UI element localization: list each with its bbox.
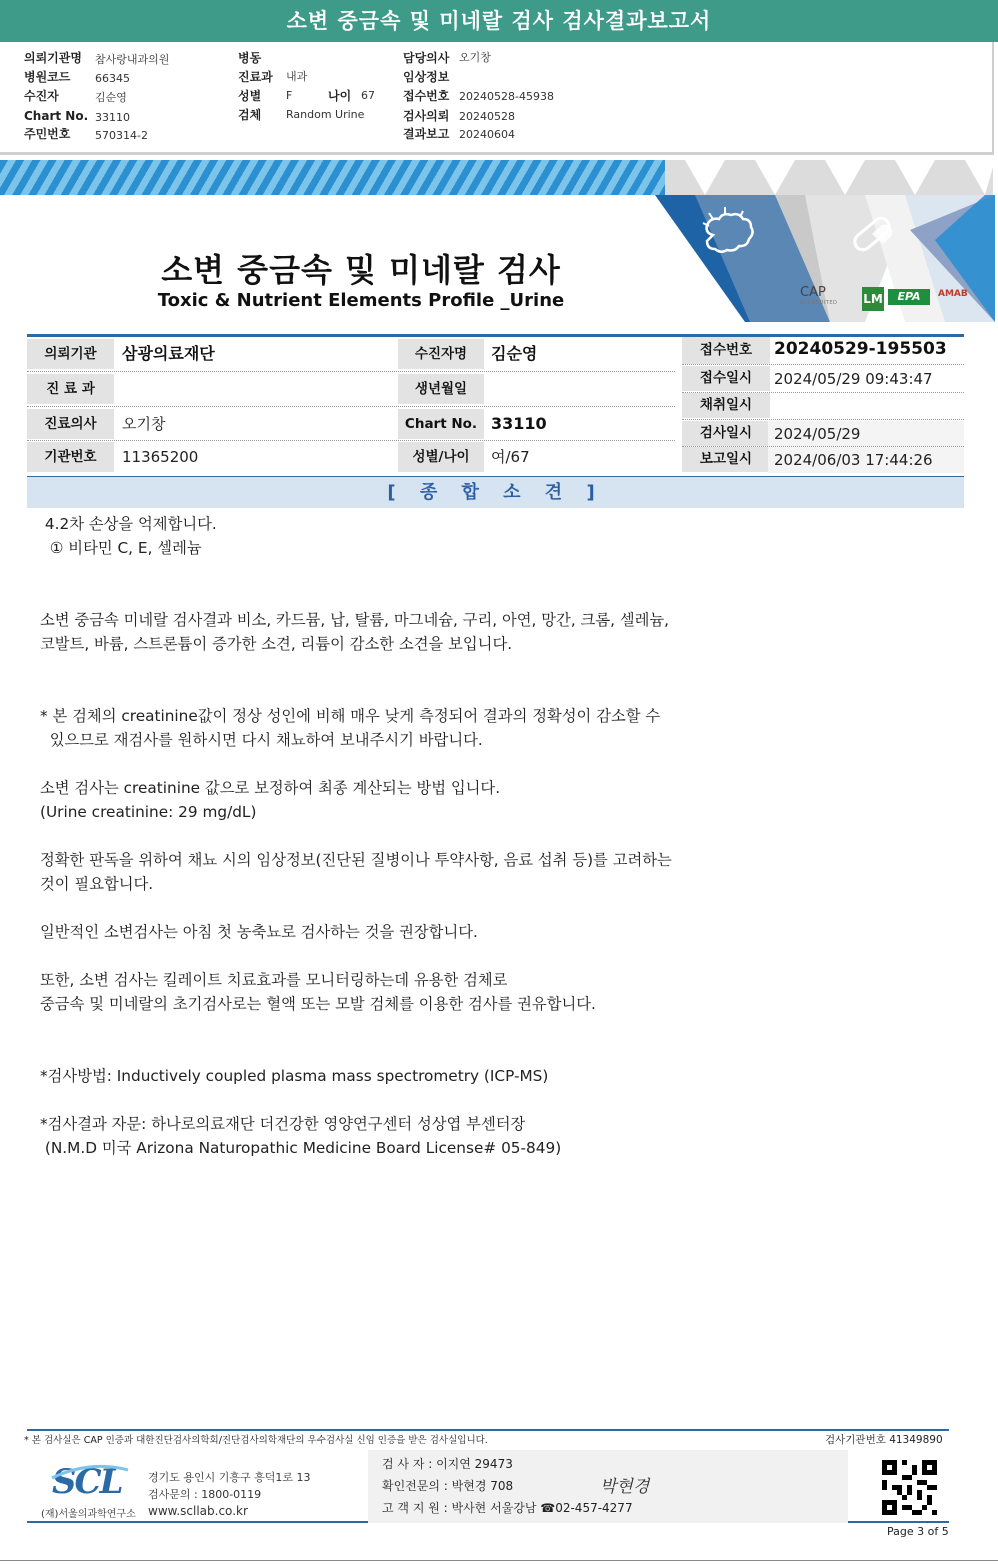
summary-title: [ 종 합 소 견 ] bbox=[27, 476, 964, 508]
header-value: 67 bbox=[361, 89, 375, 102]
summary-line: 일반적인 소변검사는 아침 첫 농축뇨로 검사하는 것을 권장합니다. bbox=[40, 923, 478, 941]
header-label: Chart No. bbox=[24, 109, 89, 123]
summary-line bbox=[40, 824, 740, 848]
header-label: 나이 bbox=[328, 89, 352, 103]
accreditation-logos bbox=[800, 285, 968, 315]
summary-line: * 본 검체의 creatinine값이 정상 성인에 비해 매우 낮게 측정되어 결과의 정확성이 감소할 수 bbox=[40, 707, 661, 725]
info-label: 접수번호 bbox=[682, 337, 770, 364]
header-label: 담당의사 bbox=[403, 51, 450, 65]
info-label: 기관번호 bbox=[27, 442, 114, 472]
summary-line: (Urine creatinine: 29 mg/dL) bbox=[40, 803, 257, 821]
header-label: 접수번호 bbox=[403, 89, 450, 103]
lab-org-name: (재)서울의과학연구소 bbox=[41, 1509, 136, 1520]
header-label: 주민번호 bbox=[24, 127, 71, 141]
summary-line: ① 비타민 C, E, 셀레늄 bbox=[40, 539, 202, 557]
page-bottom-line bbox=[0, 1560, 998, 1561]
lm-logo: LM bbox=[862, 287, 884, 311]
tester: 검 사 자 : 이지연 29473 bbox=[382, 1457, 513, 1471]
page-number: Page 3 of 5 bbox=[887, 1525, 949, 1538]
header-label: 성별 bbox=[238, 89, 262, 103]
info-label: 성별/나이 bbox=[398, 442, 484, 472]
summary-line: 것이 필요합니다. bbox=[40, 875, 154, 893]
header-label: 의뢰기관명 bbox=[24, 51, 82, 65]
header-value: 33110 bbox=[95, 111, 130, 124]
info-value bbox=[485, 374, 675, 404]
info-value bbox=[116, 374, 396, 404]
info-label: 접수일시 bbox=[682, 366, 770, 391]
info-value: 김순영 bbox=[491, 344, 538, 363]
divider bbox=[682, 392, 964, 393]
info-label: 진료의사 bbox=[27, 409, 114, 439]
scl-logo-swoosh bbox=[50, 1462, 130, 1482]
lab-address: 경기도 용인시 기흥구 흥덕1로 13 bbox=[148, 1471, 311, 1484]
header-value: 570314-2 bbox=[95, 129, 148, 142]
header-label: 병원코드 bbox=[24, 70, 71, 84]
info-value: 삼광의료재단 bbox=[122, 344, 215, 363]
divider bbox=[682, 419, 964, 420]
header-value: F bbox=[286, 89, 293, 102]
divider bbox=[27, 406, 675, 407]
summary-line bbox=[40, 560, 740, 584]
report-title-ko: 소변 중금속 및 미네랄 검사 bbox=[161, 251, 561, 289]
header-label: 임상정보 bbox=[403, 70, 450, 84]
info-label: 의뢰기관 bbox=[27, 339, 114, 369]
info-label: 보고일시 bbox=[682, 447, 770, 472]
epa-logo: EPA bbox=[888, 289, 930, 305]
summary-line: 4.2차 손상을 억제합니다. bbox=[40, 515, 217, 533]
info-label: Chart No. bbox=[398, 409, 484, 439]
header-value: Random Urine bbox=[286, 108, 365, 121]
header-label: 수진자 bbox=[24, 89, 59, 103]
info-label: 진 료 과 bbox=[27, 374, 114, 404]
summary-line bbox=[40, 584, 740, 608]
info-value: 20240529-195503 bbox=[774, 339, 947, 359]
summary-line: *검사방법: Inductively coupled plasma mass spectrometry (ICP-MS) bbox=[40, 1067, 549, 1085]
customer-support: 고 객 지 원 : 박사현 서울강남 ☎02-457-4277 bbox=[382, 1501, 633, 1515]
amab-logo: AMAB bbox=[938, 289, 968, 299]
info-value: 2024/05/29 09:43:47 bbox=[774, 370, 933, 388]
lab-website: www.scllab.co.kr bbox=[148, 1504, 248, 1518]
summary-line bbox=[40, 680, 740, 704]
summary-line: 소변 검사는 creatinine 값으로 보정하여 최종 계산되는 방법 입니다. bbox=[40, 779, 501, 797]
summary-line: 있으므로 재검사를 원하시면 다시 채뇨하여 보내주시기 바랍니다. bbox=[40, 731, 483, 749]
scl-logo: SCL bbox=[52, 1462, 122, 1502]
info-label: 생년월일 bbox=[398, 374, 484, 404]
pill-icon bbox=[848, 210, 896, 258]
info-value: 11365200 bbox=[122, 448, 199, 466]
confirming-physician: 확인전문의 : 박현경 708 bbox=[382, 1479, 514, 1493]
summary-line: 정확한 판독을 위하여 채뇨 시의 임상정보(진단된 질병이나 투약사항, 음료 섭취 등)를 고려하는 bbox=[40, 851, 672, 869]
report-top-title: 소변 중금속 및 미네랄 검사 검사결과보고서 bbox=[0, 0, 998, 42]
info-label: 수진자명 bbox=[398, 339, 484, 369]
banner-stripe bbox=[0, 160, 665, 195]
info-value: 33110 bbox=[491, 414, 547, 433]
summary-line bbox=[40, 656, 740, 680]
qr-code-icon bbox=[882, 1460, 937, 1515]
lab-phone: 검사문의 : 1800-0119 bbox=[148, 1488, 262, 1501]
header-label: 진료과 bbox=[238, 70, 273, 84]
summary-line bbox=[40, 1088, 740, 1112]
header-value: 20240528 bbox=[459, 110, 515, 123]
header-value: 내과 bbox=[286, 70, 308, 83]
summary-line bbox=[40, 1040, 740, 1064]
header-label: 병동 bbox=[238, 51, 262, 65]
info-value: 오기창 bbox=[122, 415, 166, 433]
summary-line: (N.M.D 미국 Arizona Naturopathic Medicine Board License# 05-849) bbox=[40, 1139, 562, 1157]
header-value: 김순영 bbox=[95, 91, 127, 104]
divider bbox=[682, 364, 964, 365]
cap-logo-sub: ACCREDITED bbox=[800, 300, 838, 306]
summary-line: 코발트, 바륨, 스트론튬이 증가한 소견, 리튬이 감소한 소견을 보입니다. bbox=[40, 635, 513, 653]
divider bbox=[27, 440, 675, 441]
header-label: 결과보고 bbox=[403, 127, 450, 141]
footer-note: * 본 검사실은 CAP 인증과 대한진단검사의학회/진단검사의학재단의 우수검사실 신임 인증을 받은 검사실입니다. bbox=[24, 1435, 488, 1446]
lab-number: 검사기관번호 41349890 bbox=[825, 1434, 943, 1446]
header-label: 검체 bbox=[238, 108, 262, 122]
header-value: 20240604 bbox=[459, 128, 515, 141]
info-value: 여/67 bbox=[491, 448, 530, 466]
cap-logo-text: CAP bbox=[800, 285, 826, 300]
summary-line bbox=[40, 944, 740, 968]
info-value: 2024/06/03 17:44:26 bbox=[768, 447, 964, 473]
header-value: 66345 bbox=[95, 72, 130, 85]
summary-line bbox=[40, 896, 740, 920]
summary-line: 또한, 소변 검사는 킬레이트 치료효과를 모니터링하는데 유용한 검체로 bbox=[40, 971, 508, 989]
header-label: 검사의뢰 bbox=[403, 109, 450, 123]
cap-logo bbox=[800, 285, 837, 306]
header-value: 오기창 bbox=[459, 51, 491, 64]
divider bbox=[27, 371, 675, 372]
info-label: 검사일시 bbox=[682, 421, 770, 446]
report-title-en: Toxic & Nutrient Elements Profile _Urine bbox=[157, 290, 565, 311]
signature: 박현경 bbox=[600, 1477, 650, 1497]
info-label: 채취일시 bbox=[682, 393, 770, 418]
summary-line bbox=[40, 752, 740, 776]
summary-line bbox=[40, 1016, 740, 1040]
info-value: 2024/05/29 bbox=[768, 421, 964, 447]
header-value: 20240528-45938 bbox=[459, 90, 554, 103]
summary-line: 중금속 및 미네랄의 초기검사로는 혈액 또는 모발 검체를 이용한 검사를 권유합니다. bbox=[40, 995, 596, 1013]
info-value bbox=[768, 393, 964, 418]
summary-line: 소변 중금속 미네랄 검사결과 비소, 카드뮴, 납, 탈륨, 마그네슘, 구리, 아연, 망간, 크롬, 셀레늄, bbox=[40, 611, 670, 629]
divider bbox=[682, 446, 964, 447]
summary-line: *검사결과 자문: 하나로의료재단 더건강한 영양연구센터 성상엽 부센터장 bbox=[40, 1115, 526, 1133]
header-value: 참사랑내과의원 bbox=[95, 53, 170, 66]
summary-body bbox=[40, 512, 740, 1160]
